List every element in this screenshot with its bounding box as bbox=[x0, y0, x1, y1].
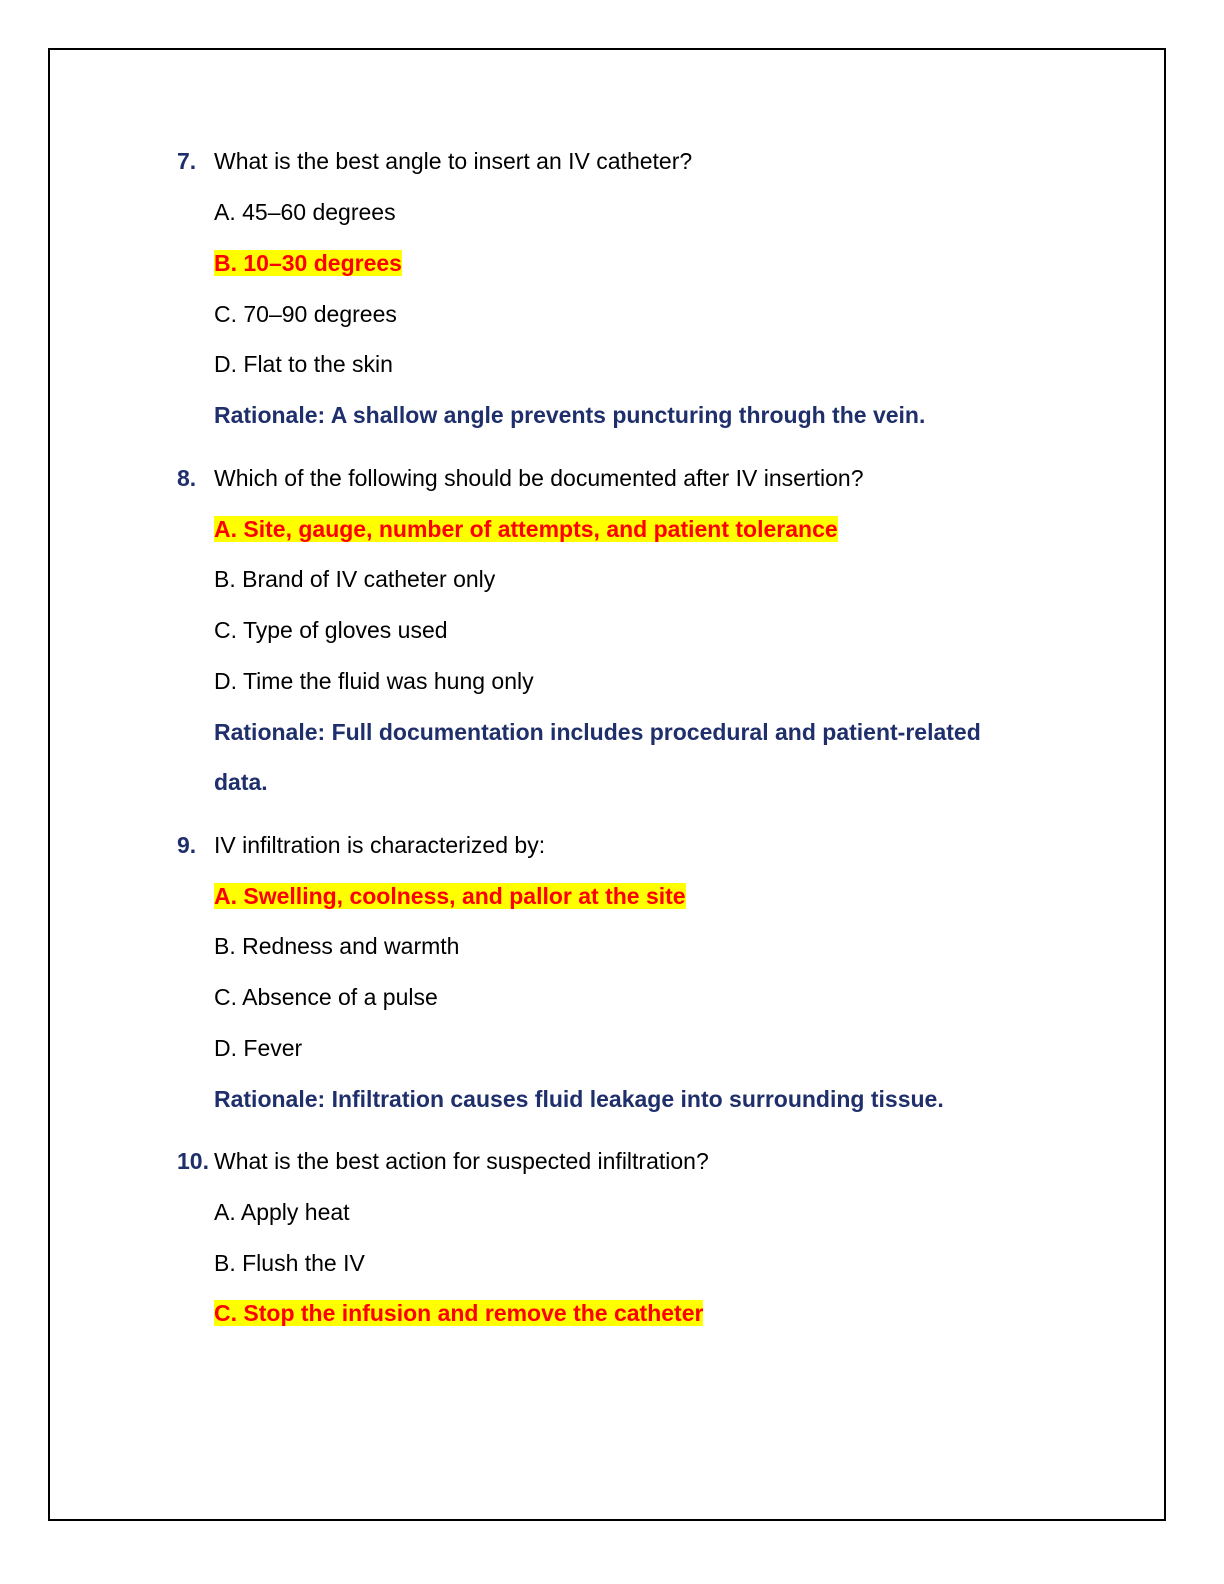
option-a bbox=[214, 197, 396, 227]
option-b-correct bbox=[214, 248, 402, 278]
question-number: 10. bbox=[177, 1148, 209, 1174]
correct-answer-highlight: A. Swelling, coolness, and pallor at the site bbox=[214, 883, 686, 909]
question-text: Which of the following should be documented after IV insertion? bbox=[214, 465, 864, 491]
option-c bbox=[214, 982, 438, 1012]
option-c bbox=[214, 299, 397, 329]
rationale: Rationale: A shallow angle prevents puncturing through the vein. bbox=[214, 402, 926, 428]
option-b bbox=[214, 564, 495, 594]
option-b bbox=[214, 931, 459, 961]
question-text: What is the best angle to insert an IV catheter? bbox=[214, 148, 693, 174]
option-label: C. Absence of a pulse bbox=[214, 984, 438, 1010]
option-label: B. Flush the IV bbox=[214, 1250, 365, 1276]
option-label: D. Time the fluid was hung only bbox=[214, 668, 534, 694]
option-b bbox=[214, 1248, 365, 1278]
rationale-continued: data. bbox=[214, 769, 268, 795]
correct-answer-highlight: B. 10–30 degrees bbox=[214, 250, 402, 276]
option-c bbox=[214, 615, 448, 645]
option-d bbox=[214, 349, 393, 379]
option-c-correct bbox=[214, 1298, 703, 1328]
option-label: B. Brand of IV catheter only bbox=[214, 566, 496, 592]
option-a-correct bbox=[214, 514, 838, 544]
option-label: B. Redness and warmth bbox=[214, 933, 460, 959]
correct-answer-highlight: C. Stop the infusion and remove the catheter bbox=[214, 1300, 704, 1326]
question-text: IV infiltration is characterized by: bbox=[214, 832, 546, 858]
option-label: A. Apply heat bbox=[214, 1199, 350, 1225]
option-d bbox=[214, 1033, 302, 1063]
rationale: Rationale: Infiltration causes fluid leakage into surrounding tissue. bbox=[214, 1086, 944, 1112]
option-d bbox=[214, 666, 534, 696]
option-label: C. Type of gloves used bbox=[214, 617, 448, 643]
question-text: What is the best action for suspected infiltration? bbox=[214, 1148, 709, 1174]
option-label: A. 45–60 degrees bbox=[214, 199, 396, 225]
rationale: Rationale: Full documentation includes procedural and patient-related bbox=[214, 719, 981, 745]
correct-answer-highlight: A. Site, gauge, number of attempts, and patient tolerance bbox=[214, 516, 838, 542]
option-label: D. Fever bbox=[214, 1035, 303, 1061]
option-a bbox=[214, 1197, 350, 1227]
option-a-correct bbox=[214, 881, 686, 911]
option-label: C. 70–90 degrees bbox=[214, 301, 397, 327]
question-number: 7. bbox=[177, 148, 197, 174]
question-number: 8. bbox=[177, 465, 197, 491]
question-number: 9. bbox=[177, 832, 197, 858]
option-label: D. Flat to the skin bbox=[214, 351, 393, 377]
